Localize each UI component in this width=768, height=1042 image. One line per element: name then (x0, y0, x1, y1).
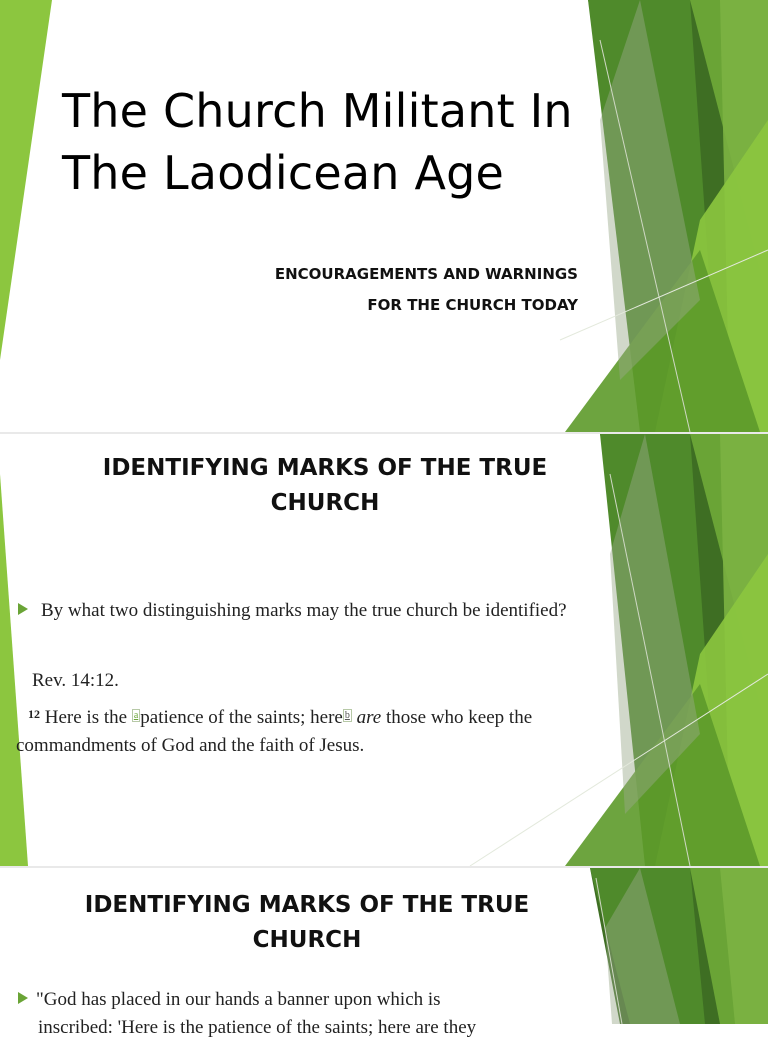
slide-heading (70, 451, 580, 521)
content-slide (0, 434, 768, 866)
bullet-item (18, 986, 648, 1042)
bullet-text-line-2: inscribed: 'Here is the patience of the saints; here are they (38, 1017, 477, 1038)
title-slide (0, 0, 768, 432)
verse-line-2: commandments of God and the faith of Jesus. (16, 735, 365, 756)
title-line-2: The Laodicean Age (62, 146, 505, 200)
green-facets-decoration (0, 0, 768, 432)
subtitle-line-1: ENCOURAGEMENTS AND WARNINGS (274, 265, 578, 283)
bullet-item (18, 597, 688, 625)
footnote-b-link[interactable]: b (344, 710, 350, 721)
verse-italic: are (356, 707, 382, 728)
triangle-bullet-icon (18, 603, 28, 615)
slide-title (62, 80, 622, 204)
heading-line-2: CHURCH (252, 927, 362, 953)
scripture-reference: Rev. 14:12. (32, 670, 119, 691)
verse-number: 12 (28, 707, 40, 721)
verse-part-2: patience of the saints; here (140, 707, 343, 728)
bullet-text: By what two distinguishing marks may the true church be identified? (41, 600, 567, 621)
heading-line-2: CHURCH (270, 490, 380, 516)
subtitle-line-2: FOR THE CHURCH TODAY (367, 296, 578, 314)
slide-subtitle (158, 259, 578, 321)
verse-part-1: Here is the (44, 707, 128, 728)
heading-line-1: IDENTIFYING MARKS OF THE TRUE (102, 455, 548, 481)
content-slide-2 (0, 868, 768, 1038)
triangle-bullet-icon (18, 992, 28, 1004)
verse-text (16, 700, 656, 760)
footnote-a-link[interactable]: a (133, 710, 139, 721)
slide-heading (52, 888, 562, 958)
bullet-text-line-1: "God has placed in our hands a banner upon which is (36, 989, 441, 1010)
title-line-1: The Church Militant In (62, 84, 573, 138)
heading-line-1: IDENTIFYING MARKS OF THE TRUE (84, 892, 530, 918)
verse-part-3: those who keep the (385, 707, 533, 728)
